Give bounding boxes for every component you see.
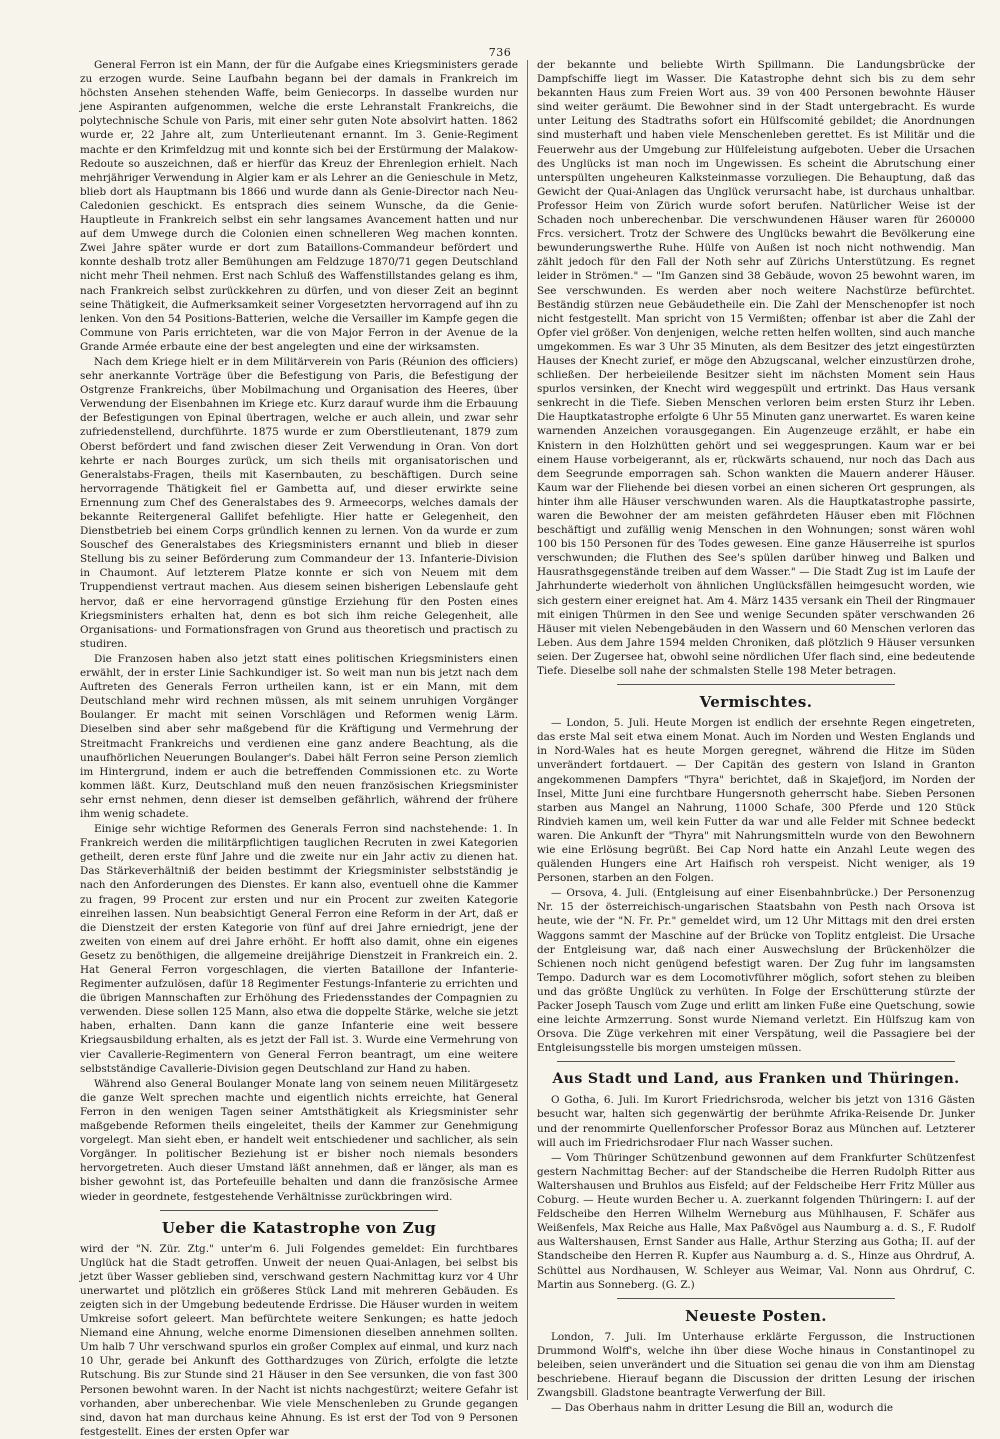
section-divider [617, 1298, 895, 1299]
vermischtes-heading: Vermischtes. [699, 693, 813, 712]
column-rule [527, 60, 528, 1400]
ferron-paragraph-2: Nach dem Kriege hielt er in dem Militärverein von Paris (Réunion des officiers) sehr anerkannte Vorträge über die Befestigung von Paris, die Befestigung der Ostgrenze Frankreichs, über Mobilmachung und Organisation des Heeres, über Verwendung der Eisenbahnen im Kriege etc. Kurz darauf wurde ihm die Erbauung der Befestigungen von Epinal übertragen, welche er auch allein, und zwar sehr zufriedenstellend, durchführte. 1875 wurde er zum Oberstlieutenant, 1879 zum Oberst befördert und fand zwischen dieser Zeit Verwendung in Oran. Von dort kehrte er nach Bourges zurück, um sich theils mit organisatorischen und Generalstabs-Fragen, theils mit Kasernbauten, zu beschäftigen. Durch seine hervorragende Thätigkeit fiel er Gambetta auf, und dieser erwirkte seine Ernennung zum Chef des Generalstabes des 9. Armeecorps, welches damals der bekannte Reitergeneral Gallifet befehligte. Hier hatte er Gelegenheit, den Dienstbetrieb bei einem Corps gründlich kennen zu lernen. Von da wurde er zum Souschef des Generalstabes des Kriegsministers ernannt und blieb in dieser Stellung bis zu seiner Beförderung zum Commandeur der 13. Infanterie-Division in Chaumont. Auf letzterem Platze konnte er sich von Neuem mit dem Truppendienst vertraut machen. Aus diesem seinen bisherigen Lebenslaufe geht hervor, daß er eine hervorragend günstige Erziehung für den Posten eines Kriegsministers erhalten hat, denn es bot sich ihm reiche Gelegenheit, alle Organisations- und Formationsfragen von Grund aus theoretisch und practisch zu studiren. [80, 355, 518, 650]
section-divider [617, 684, 895, 685]
section-divider [557, 1061, 955, 1062]
neueste-posten-heading: Neueste Posten. [685, 1306, 827, 1325]
zug-continuation-paragraph: der bekannte und beliebte Wirth Spillmann. Die Landungsbrücke der Dampfschiffe liegt im Wasser. Die Katastrophe dehnt sich bis zu dem sehr bekannten Haus zum Freien Wort aus. 39 von 400 Personen bewohnte Häuser sind weiter geräumt. Die Bewohner sind in der Stadt untergebracht. Es wurde unter Leitung des Stadtraths sofort ein Hülfscomité gebildet; die Anordnungen sind musterhaft und haben viele Menschenleben gerettet. Es ist Militär und die Feuerwehr aus der Umgebung zur Hülfeleistung aufgeboten. Ueber die Ursachen des Unglücks ist man noch im Ungewissen. Es scheint die Abrutschung einer unterspülten ungeheuren Kalksteinmasse vorzuliegen. Die Behauptung, daß das Gewicht der Quai-Anlagen das Unglück verursacht habe, ist durchaus unhaltbar. Professor Heim von Zürich wurde sofort berufen. Natürlicher Weise ist der Schaden noch unberechenbar. Die verschwundenen Häuser waren für 260000 Frcs. versichert. Trotz der Schwere des Unglücks bewahrt die Bevölkerung eine bewunderungswerthe Ruhe. Hülfe von Außen ist noch nicht nothwendig. Man zählt jedoch für den Fall der Noth sehr auf Zürichs Unterstützung. Es regnet leider in Strömen." — "Im Ganzen sind 38 Gebäude, wovon 25 bewohnt waren, im See verschwunden. Es werden aber noch weitere Nachstürze befürchtet. Beständig stürzen neue Gebäudetheile ein. Die Zahl der Menschenopfer ist noch nicht festgestellt. Man spricht von 15 Vermißten; offenbar ist aber die Zahl der Opfer viel größer. Von denjenigen, welche retten helfen wollten, sind auch manche umgekommen. Es war 3 Uhr 35 Minuten, als dem Besitzer des jetzt eingestürzten Hauses der Knecht zurief, er möge den Abzugscanal, welcher einzustürzen drohe, schließen. Der herbeieilende Besitzer sieht im nächsten Moment sein Haus spurlos versinken, der Knecht wird weggespült und ertrinkt. Das Haus versank senkrecht in die Tiefe. Sieben Menschen verloren beim ersten Sturz ihr Leben. Die Hauptkatastrophe erfolgte 6 Uhr 55 Minuten ganz unerwartet. Es waren keine warnenden Anzeichen vorausgegangen. Ein Augenzeuge erzählt, er habe ein Knistern in den Holzhütten gehört und sei weggesprungen. Kaum war er bei einem Hause vorbeigerannt, als er, rückwärts schauend, nur noch das Dach aus dem Seegrunde emporragen sah. Schon wankten die Mauern anderer Häuser. Kaum war der Fliehende bei diesen vorbei an einen sicheren Ort gesprungen, als hinter ihm alle Häuser verschwunden waren. Als die Hauptkatastrophe passirte, waren die Bewohner der am meisten gefährdeten Häuser eben mit Flöchnen beschäftigt und zufällig wenig Menschen in den Wohnungen; sonst wären wohl 100 bis 150 Personen für des Todes gewesen. Eine ganze Häuserreihe ist spurlos verschwunden; die Fluthen des See's spülen darüber hinweg und Balken und Hausrathsgegenstände treiben auf dem Wasser." — Die Stadt Zug ist im Laufe der Jahrhunderte wiederholt von ähnlichen Unglücksfällen heimgesucht worden, wie sich gestern einer ereignet hat. Am 4. März 1435 versank ein Theil der Ringmauer mit einigen Thürmen in den See und wenige Secunden später verschwanden 26 Häuser mit vielen Nebengebäuden in den Wassern und 60 Menschen verloren das Leben. Aus dem Jahre 1594 melden Chroniken, daß plötzlich 9 Häuser versunken seien. Der Zugersee hat, obwohl seine nördlichen Ufer flach sind, eine bedeutende Tiefe. Dieselbe soll nahe der schmalsten Stelle 198 Meter betragen. [537, 59, 975, 678]
zug-paragraph: wird der "N. Zür. Ztg." unter'm 6. Juli Folgendes gemeldet: Ein furchtbares Unglück hat die Stadt getroffen. Unweit der neuen Quai-Anlagen, bei selbst bis jetzt über Wasser geblieben sind, verschwand gestern Nachmittag kurz vor 4 Uhr unerwartet und plötzlich ein größeres Stück Land mit mehreren Gebäuden. Es zeigten sich in der Umgebung bedeutende Erdrisse. Die Häuser wurden in weitem Umkreise sofort geleert. Man befürchtete weitere Senkungen; es hatte jedoch Niemand eine Ahnung, welche enorme Dimensionen dieselben annehmen sollten. Um halb 7 Uhr verschwand spurlos ein großer Complex auf einmal, und kurz nach 10 Uhr, gerade bei Ankunft des Gotthardzuges von Zürich, erfolgte die letzte Rutschung. Bis zur Stunde sind 21 Häuser in den See versunken, die von fast 300 Personen bewohnt waren. In der Nacht ist nichts nachgestürzt; weitere Gefahr ist vorhanden, aber unberechenbar. Wie viele Menschenleben zu Grunde gegangen sind, davon hat man durchaus keine Ahnung. Es ist erst der Tod von 9 Personen festgestellt. Eines der ersten Opfer war [80, 1242, 518, 1438]
stadt-land-heading: Aus Stadt und Land, aus Franken und Thüringen. [552, 1071, 960, 1088]
right-column [537, 58, 975, 1415]
london-weather-paragraph: — London, 5. Juli. Heute Morgen ist endlich der ersehnte Regen eingetreten, das erste Mal seit etwa einem Monat. Auch im Norden und Westen Englands und in Nord-Wales hat es heute Morgen geregnet, während die Hitze im Süden unverändert fortdauert. — Der Capitän des gestern von Island in Granton angekommenen Dampfers "Thyra" berichtet, daß in Skajefjord, im Norden der Insel, Mitte Juni eine furchtbare Hungersnoth geherrscht habe. Sieben Personen starben aus Mangel an Nahrung, 11000 Schafe, 300 Pferde und 120 Stück Rindvieh kamen um, weil kein Futter da war und alle Felder mit Schnee bedeckt waren. Die Ankunft der "Thyra" mit Nahrungsmitteln wurde von den Bewohnern wie eine Erlösung begrüßt. Bei Cap Nord hatte ein Anzahl Leute wegen des quälenden Hungers eine Art Haifisch roh verspeist. Nicht weniger, als 19 Personen, starben an den Folgen. [537, 717, 975, 885]
section-divider [160, 1210, 438, 1211]
ferron-paragraph-3: Die Franzosen haben also jetzt statt eines politischen Kriegsministers einen erwählt, der in erster Linie Sachkundiger ist. So weit man nun bis jetzt nach dem Auftreten des Generals Ferron urtheilen kann, ist er ein Mann, mit dem Deutschland mehr wird rechnen müssen, als mit seinem unruhigen Vorgänger Boulanger. Er macht mit seinen Vorschlägen und Reformen wenig Lärm. Dieselben sind aber sehr maßgebend für die Kräftigung und Vermehrung der Streitmacht Frankreichs und verdienen eine ganz andere Beachtung, als die unaufhörlichen Neuerungen Boulanger's. Dabei hält Ferron seine Person ziemlich im Hintergrund, indem er auch die betreffenden Commissionen etc. zu Worte kommen läßt. Kurz, Deutschland muß den neuen französischen Kriegsminister sehr ernst nehmen, denn dieser ist demselben gefährlich, während der frühere ihm wenig schadete. [80, 652, 518, 820]
zug-heading: Ueber die Katastrophe von Zug [161, 1218, 437, 1237]
left-column [80, 58, 518, 1438]
ferron-paragraph-5: Während also General Boulanger Monate lang von seinem neuen Militärgesetz die ganze Welt sprechen machte und eigentlich nichts erreichte, hat General Ferron in den wenigen Tagen seiner Amtsthätigkeit als Kriegsminister sehr maßgebende Reformen theils eingeleitet, theils der Kammer zur Genehmigung vorgelegt. Man sieht eben, er handelt weit entschiedener und sachlicher, als sein Vorgänger. In politischer Beziehung ist er bisher noch niemals besonders hervorgetreten. Auch dieser Umstand läßt annehmen, daß er länger, als man es bisher gewohnt ist, das Portefeuille behalten und dann die französische Armee wieder in geordnete, festgestehende Verhältnisse zurückbringen wird. [80, 1077, 518, 1203]
ferron-paragraph-1: General Ferron ist ein Mann, der für die Aufgabe eines Kriegsministers gerade zu erzogen wurde. Seine Laufbahn begann bei der damals in Frankreich im höchsten Ansehen stehenden Waffe, beim Geniecorps. In dasselbe wurden nur jene Aspiranten aufgenommen, welche die erste Lehranstalt Frankreichs, die polytechnische Schule von Paris, mit einer sehr guten Note absolvirt hatten. 1862 wurde er, 22 Jahre alt, zum Unterlieutenant ernannt. Im 3. Genie-Regiment machte er den Krimfeldzug mit und konnte sich bei der Erstürmung der Malakow-Redoute so auszeichnen, daß er hierfür das Kreuz der Ehrenlegion erhielt. Nach mehrjähriger Verwendung in Algier kam er als Lehrer an die Genieschule in Metz, blieb dort als Hauptmann bis 1866 und wurde dann als Genie-Director nach Neu-Caledonien geschickt. Es entsprach dies seinem Wunsche, da die Genie-Hauptleute in Frankreich selbst ein sehr langsames Avancement hatten und nur auf dem Umwege durch die Colonien einen schnelleren Weg machen konnten. Zwei Jahre später wurde er dort zum Bataillons-Commandeur befördert und konnte deshalb trotz aller Bemühungen am Feldzuge 1870/71 gegen Deutschland nicht mehr Theil nehmen. Erst nach Schluß des Waffenstillstandes gelang es ihm, nach Frankreich selbst zurückkehren zu dürfen, und von dieser Zeit an beginnt seine Thätigkeit, die Aufmerksamkeit seiner Vorgesetzten hervorragend auf ihn zu lenken. Von den 54 Positions-Batterien, welche die Versailler im Kampfe gegen die Commune von Paris errichteten, war die von Major Ferron in der Avenue de la Grande Armée erbaute eine der best angelegten und eine der wirksamsten. [80, 59, 518, 353]
london-politics-paragraph: London, 7. Juli. Im Unterhause erklärte Fergusson, die Instructionen Drummond Wolff's, welche ihn über diese Woche hinaus in Constantinopel zu beleiben, seien unverändert und die Situation sei genau die von ihm am Dienstag beschriebene. Hierauf begann die Discussion der dritten Lesung der irischen Zwangsbill. Gladstone beantragte Verwerfung der Bill. [537, 1330, 975, 1400]
ferron-paragraph-4: Einige sehr wichtige Reformen des Generals Ferron sind nachstehende: 1. In Frankreich werden die militärpflichtigen tauglichen Recruten in zwei Kategorien getheilt, deren erste fünf Jahre und die zweite nur ein Jahr activ zu dienen hat. Das Stärkeverhältniß der beiden bestimmt der Kriegsminister selbstständig je nach den Anforderungen des Dienstes. Er kann also, eventuell ohne die Kammer zu fragen, 99 Procent zur ersten und nur ein Procent zur zweiten Kategorie einreihen lassen. Nun beabsichtigt General Ferron eine Reform in der Art, daß er die Dienstzeit der ersten Kategorie von fünf auf drei Jahre erniedrigt, jene der zweiten von einem auf drei Jahre erhöht. Er hofft also damit, ohne ein eigenes Gesetz zu benöthigen, die allgemeine dreijährige Dienstzeit in Frankreich ein. 2. Hat General Ferron vorgeschlagen, die vierten Bataillone der Infanterie-Regimenter aufzulösen, dafür 18 Regimenter Festungs-Infanterie zu errichten und die übrigen Mannschaften zur Erhöhung des Friedensstandes der Compagnien zu verwenden. Diese sollen 125 Mann, also etwa die doppelte Stärke, welche sie jetzt haben, erhalten. Dann kann die ganze Infanterie eine weit bessere Kriegsausbildung erhalten, als es jetzt der Fall ist. 3. Wurde eine Vermehrung von vier Cavallerie-Regimentern von General Ferron beantragt, um eine weitere selbstständige Cavallerie-Division gegen Deutschland zur Hand zu haben. [80, 823, 518, 1075]
gotha-paragraph: O Gotha, 6. Juli. Im Kurort Friedrichsroda, welcher bis jetzt von 1316 Gästen besucht war, halten sich gegenwärtig der berühmte Afrika-Reisende Dr. Junker und der renommirte Quellenforscher Professor Boraz aus München auf. Letzterer will auch im Friedrichsrodaer Flur nach Wasser suchen. [537, 1094, 975, 1149]
orsova-paragraph: — Orsova, 4. Juli. (Entgleisung auf einer Eisenbahnbrücke.) Der Personenzug Nr. 15 der österreichisch-ungarischen Staatsbahn von Pesth nach Orsova ist heute, wie der "N. Fr. Pr." gemeldet wird, um 12 Uhr Mittags mit den drei ersten Waggons sammt der Maschine auf der Brücke von Toplitz entgleist. Die Ursache der Entgleisung war, daß nach einer Auswechslung der Brückenhölzer die Schienen noch nicht genügend befestigt waren. Der Zug fuhr im langsamsten Tempo. Dadurch war es dem Locomotivführer möglich, sofort stehen zu bleiben und das größte Unglück zu verhüten. In Folge der Erschütterung stürzte der Packer Joseph Tausch vom Zuge und erlitt am linken Fuße eine Quetschung, sowie eine leichte Armzerrung. Sonst wurde Niemand verletzt. Ein Hülfszug kam von Orsova. Die Züge verkehren mit einer Verspätung, weil die Passagiere bei der Entgleisungsstelle bis morgen umsteigen müssen. [537, 887, 975, 1055]
schuetzen-paragraph: — Vom Thüringer Schützenbund gewonnen auf dem Frankfurter Schützenfest gestern Nachmittag Becher: auf der Standscheibe die Herren Rudolph Ritter aus Waltershausen und Bruhlos aus Eisfeld; auf der Feldscheibe Herr Fritz Müller aus Coburg. — Heute wurden Becher u. A. zuerkannt folgenden Thüringern: I. auf der Feldscheibe den Herren Wilhelm Werneburg aus Mühlhausen, F. Schäfer aus Weißenfels, Max Reiche aus Halle, Max Paßvögel aus Naumburg a. d. S., F. Rudolf aus Waltershausen, Ernst Sander aus Halle, Arthur Sterzing aus Gotha; II. auf der Standscheibe den Herren R. Kupfer aus Naumburg a. d. S., Hinze aus Ohrdruf, A. Schüttel aus Nordhausen, W. Schleyer aus Weimar, Val. Nonn aus Ohrdruf, C. Martin aus Sonneberg. (G. Z.) [537, 1151, 975, 1291]
oberhaus-paragraph: — Das Oberhaus nahm in dritter Lesung die Bill an, wodurch die [551, 1402, 894, 1415]
page-number: 736 [488, 46, 512, 59]
